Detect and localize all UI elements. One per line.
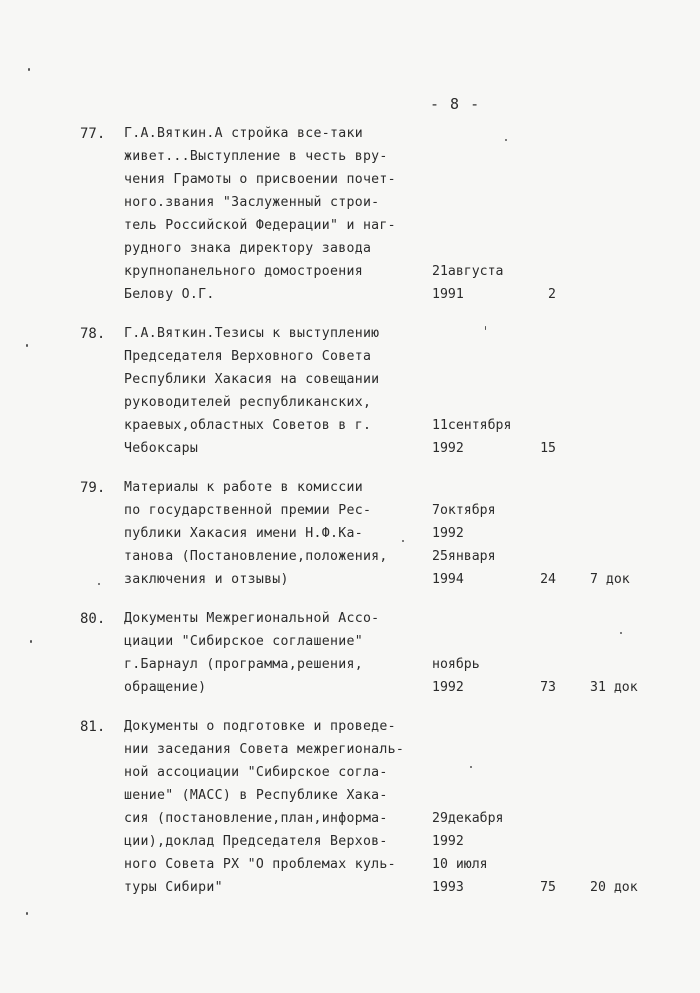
entry-text-line: циации "Сибирское соглашение" [124,634,363,649]
entry-text-line: заключения и отзывы) [124,572,289,587]
entry-date: 1993 [432,880,464,895]
entry-sheet-count: 75 [540,880,556,895]
entry-text-line: Материалы к работе в комиссии [124,480,363,495]
entry-date: 7октября [432,503,496,518]
entry-text-line: туры Сибири" [124,880,223,895]
entry-number: 78. [80,326,106,342]
entry-text-line: танова (Постановление,положения, [124,549,388,564]
entry-date: 1992 [432,680,464,695]
entry-date: ноябрь [432,657,480,672]
entry-text-line: шение" (МАСС) в Республике Хака- [124,788,388,803]
entry-date: 11сентября [432,418,512,433]
entry-text-line: Председателя Верховного Совета [124,349,372,364]
entry-text-line: Чебоксары [124,441,199,456]
entry-date: 10 июля [432,857,488,872]
entry-text-line: руководителей республиканских, [124,395,372,410]
entry-doc-count: 7 док [590,572,630,587]
entry-number: 80. [80,611,106,627]
scan-speck [26,344,28,347]
scan-speck [505,139,507,141]
entry-date: 1992 [432,526,464,541]
entry-text-line: по государственной премии Рес- [124,503,372,518]
entry-text-line: г.Барнаул (программа,решения, [124,657,363,672]
scan-speck [470,766,472,768]
entry-text-line: крупнопанельного домостроения [124,264,363,279]
entry-text-line: ции),доклад Председателя Верхов- [124,834,388,849]
entry-text-line: тель Российской Федерации" и наг- [124,218,396,233]
entry-date: 1994 [432,572,464,587]
entry-text-line: нии заседания Совета межрегиональ- [124,742,405,757]
entry-date: 1992 [432,441,464,456]
scan-speck [402,540,404,542]
entry-date: 25января [432,549,496,564]
entry-text-line: Республики Хакасия на совещании [124,372,380,387]
entry-text-line: рудного знака директору завода [124,241,372,256]
entry-doc-count: 20 док [590,880,638,895]
entry-text-line: Г.А.Вяткин.А стройка все-таки [124,126,363,141]
scan-speck [485,326,486,330]
entry-text-line: ной ассоциации "Сибирское согла- [124,765,388,780]
scan-speck [26,912,28,915]
scan-speck [98,583,100,585]
entry-doc-count: 31 док [590,680,638,695]
scan-speck [28,68,30,71]
entry-date: 29декабря [432,811,504,826]
entry-text-line: чения Грамоты о присвоении почет- [124,172,396,187]
entry-text-line: обращение) [124,680,207,695]
entry-text-line: краевых,областных Советов в г. [124,418,372,433]
entry-number: 77. [80,126,106,142]
entry-sheet-count: 24 [540,572,556,587]
entry-number: 81. [80,719,106,735]
entry-text-line: Документы о подготовке и проведе- [124,719,396,734]
scan-speck [30,640,32,643]
entry-text-line: публики Хакасия имени Н.Ф.Ка- [124,526,363,541]
entry-text-line: ного.звания "Заслуженный строи- [124,195,380,210]
entry-date: 1991 [432,287,464,302]
entry-number: 79. [80,480,106,496]
entry-text-line: Документы Межрегиональной Ассо- [124,611,380,626]
entry-sheet-count: 73 [540,680,556,695]
entry-date: 1992 [432,834,464,849]
entry-date: 21августа [432,264,504,279]
entry-text-line: ного Совета РХ "О проблемах куль- [124,857,396,872]
entry-text-line: живет...Выступление в честь вру- [124,149,388,164]
page-number: - 8 - [430,95,481,113]
entry-text-line: Г.А.Вяткин.Тезисы к выступлению [124,326,380,341]
entry-sheet-count: 15 [540,441,556,456]
entry-text-line: сия (постановление,план,информа- [124,811,388,826]
entry-text-line: Белову О.Г. [124,287,215,302]
scan-speck [620,632,622,634]
entry-sheet-count: 2 [548,287,556,302]
